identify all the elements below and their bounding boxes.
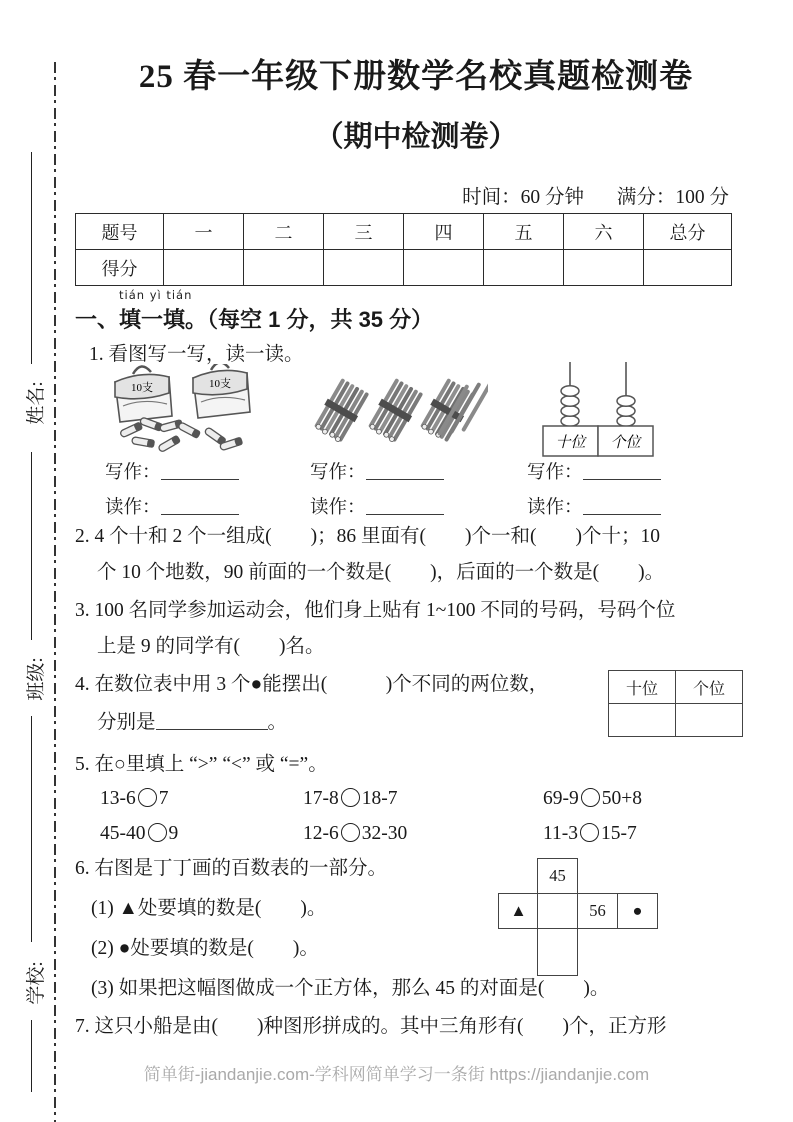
read-blank bbox=[161, 497, 239, 515]
score-header-cell: 一 bbox=[164, 214, 244, 250]
comparison-item bbox=[100, 823, 178, 845]
write-label: 写作： bbox=[310, 463, 366, 483]
score-empty-cell bbox=[644, 250, 732, 286]
score-header-cell: 三 bbox=[324, 214, 404, 250]
chart-cell-56: 56 bbox=[577, 893, 618, 929]
comparison-circle bbox=[148, 823, 167, 842]
score-row-label: 得分 bbox=[76, 250, 164, 286]
section1-heading bbox=[75, 288, 434, 334]
write-label: 写作： bbox=[105, 463, 161, 483]
q3-line2: 上是 9 的同学有( )名。 bbox=[97, 636, 325, 657]
score-empty-cell bbox=[164, 250, 244, 286]
q4-place-value-table bbox=[608, 670, 743, 737]
score-empty-cell bbox=[484, 250, 564, 286]
score-empty-cell bbox=[564, 250, 644, 286]
chart-cell-bottom bbox=[537, 928, 578, 976]
chart-cell-center bbox=[537, 893, 578, 929]
q5-title: 5. 在○里填上 “>” “<” 或 “=”。 bbox=[75, 754, 328, 775]
left-expression: 45-40 bbox=[100, 823, 146, 844]
name-label: 姓名: bbox=[26, 381, 47, 425]
stick-bundles-figure bbox=[308, 368, 488, 458]
comparison-item bbox=[543, 823, 637, 845]
q1-answer-col-2 bbox=[310, 458, 500, 528]
read-label: 读作： bbox=[105, 498, 161, 518]
pv-empty-row bbox=[609, 704, 743, 737]
class-blank-line bbox=[31, 452, 32, 640]
q1-text: 1. 看图写一写，读一读。 bbox=[89, 344, 304, 365]
right-expression: 32-30 bbox=[361, 823, 408, 844]
q6-item1: (1) ▲处要填的数是( )。 bbox=[91, 898, 327, 919]
q4-line2 bbox=[97, 710, 287, 736]
score-header-cell: 总分 bbox=[644, 214, 732, 250]
exam-meta bbox=[434, 181, 729, 209]
q3-line1: 3. 100 名同学参加运动会，他们身上贴有 1~100 不同的号码，号码个位 bbox=[75, 600, 676, 621]
ones-beads bbox=[617, 396, 635, 426]
score-empty-cell bbox=[244, 250, 324, 286]
pv-ones-header: 个位 bbox=[676, 671, 743, 704]
right-expression: 9 bbox=[168, 823, 179, 844]
pinyin-annotation: tián yì tián bbox=[119, 288, 193, 302]
stick-bundle-icon bbox=[312, 377, 371, 444]
q6-intro: 6. 右图是丁丁画的百数表的一部分。 bbox=[75, 858, 388, 879]
pv-empty-cell bbox=[676, 704, 743, 737]
write-blank bbox=[583, 462, 661, 480]
read-label: 读作： bbox=[310, 498, 366, 518]
q2-line1: 2. 4 个十和 2 个一组成( )；86 里面有( )个一和( )个十；10 bbox=[75, 526, 660, 547]
bag-count-label: 10支 bbox=[209, 378, 231, 390]
tens-beads bbox=[561, 386, 579, 426]
score-header-cell: 题号 bbox=[76, 214, 164, 250]
full-score: 满分：100 分 bbox=[616, 187, 729, 208]
score-empty-cell bbox=[404, 250, 484, 286]
score-header-cell: 四 bbox=[404, 214, 484, 250]
site-watermark: 简单街-jiandanjie.com-学科网简单学习一条街 https://jiandanjie.com bbox=[143, 1065, 650, 1084]
score-table-header-row bbox=[76, 214, 732, 250]
read-blank bbox=[583, 497, 661, 515]
name-blank-line bbox=[31, 152, 32, 364]
comparison-item bbox=[303, 823, 407, 845]
right-expression: 7 bbox=[158, 788, 169, 809]
pencil-bag-icon bbox=[115, 366, 172, 422]
paper-body bbox=[75, 0, 757, 1122]
place-value-abacus-figure bbox=[527, 362, 669, 458]
comparison-circle bbox=[138, 788, 157, 807]
left-expression: 69-9 bbox=[543, 788, 579, 809]
score-header-cell: 二 bbox=[244, 214, 324, 250]
score-header-cell: 六 bbox=[564, 214, 644, 250]
pencil-bags-figure bbox=[103, 364, 298, 458]
chart-cell-dot: ● bbox=[617, 893, 658, 929]
tens-place-label: 十位 bbox=[555, 435, 586, 451]
pencil-bag-icon bbox=[193, 364, 250, 418]
section1-title: 一、填一填。（每空 1 分，共 35 分） bbox=[75, 307, 434, 332]
ones-place-label: 个位 bbox=[610, 435, 641, 451]
chart-cell-top: 45 bbox=[537, 858, 578, 894]
time-limit: 时间：60 分钟 bbox=[462, 187, 584, 208]
q4-answer-blank bbox=[156, 712, 268, 730]
paper-subtitle: （期中检测卷） bbox=[314, 121, 518, 153]
comparison-item bbox=[100, 788, 169, 810]
q6-hundred-chart-figure bbox=[498, 858, 658, 988]
score-table-score-row bbox=[76, 250, 732, 286]
score-empty-cell bbox=[324, 250, 404, 286]
read-blank bbox=[366, 497, 444, 515]
left-expression: 17-8 bbox=[303, 788, 339, 809]
q6-item2: (2) ●处要填的数是( )。 bbox=[91, 938, 319, 959]
q4-line2-suffix: 。 bbox=[267, 712, 288, 733]
left-expression: 11-3 bbox=[543, 823, 579, 844]
write-blank bbox=[366, 462, 444, 480]
write-blank bbox=[161, 462, 239, 480]
left-expression: 13-6 bbox=[100, 788, 136, 809]
right-expression: 15-7 bbox=[601, 823, 637, 844]
right-expression: 50+8 bbox=[601, 788, 642, 809]
comparison-circle bbox=[580, 823, 599, 842]
comparison-circle bbox=[341, 788, 360, 807]
comparison-item bbox=[303, 788, 398, 810]
q7-line1: 7. 这只小船是由( )种图形拼成的。其中三角形有( )个，正方形 bbox=[75, 1016, 667, 1037]
loose-pencils-icon bbox=[120, 417, 243, 453]
chart-cell-triangle: ▲ bbox=[498, 893, 539, 929]
pv-header-row bbox=[609, 671, 743, 704]
paper-title: 25 春一年级下册数学名校真题检测卷 bbox=[138, 59, 694, 95]
score-header-cell: 五 bbox=[484, 214, 564, 250]
score-table bbox=[75, 213, 732, 286]
comparison-circle bbox=[581, 788, 600, 807]
class-label: 班级: bbox=[26, 657, 47, 701]
bag-count-label: 10支 bbox=[131, 382, 153, 394]
q6-item3: (3) 如果把这幅图做成一个正方体，那么 45 的对面是( )。 bbox=[91, 978, 610, 999]
write-label: 写作： bbox=[527, 463, 583, 483]
pv-tens-header: 十位 bbox=[609, 671, 676, 704]
q1-answer-col-3 bbox=[527, 458, 717, 528]
stick-bundle-icon bbox=[366, 377, 425, 444]
q1-answer-col-1 bbox=[105, 458, 295, 528]
right-expression: 18-7 bbox=[361, 788, 398, 809]
q2-line2: 个 10 个地数，90 前面的一个数是( )，后面的一个数是( )。 bbox=[97, 562, 665, 583]
left-expression: 12-6 bbox=[303, 823, 339, 844]
q4-line1: 4. 在数位表中用 3 个●能摆出( )个不同的两位数， bbox=[75, 674, 549, 695]
school-blank-line bbox=[31, 716, 32, 942]
seal-fold-line bbox=[54, 62, 56, 1122]
pv-empty-cell bbox=[609, 704, 676, 737]
q4-line2-prefix: 分别是 bbox=[97, 712, 156, 733]
comparison-circle bbox=[341, 823, 360, 842]
comparison-item bbox=[543, 788, 642, 810]
read-label: 读作： bbox=[527, 498, 583, 518]
school-label: 学校: bbox=[26, 961, 47, 1005]
